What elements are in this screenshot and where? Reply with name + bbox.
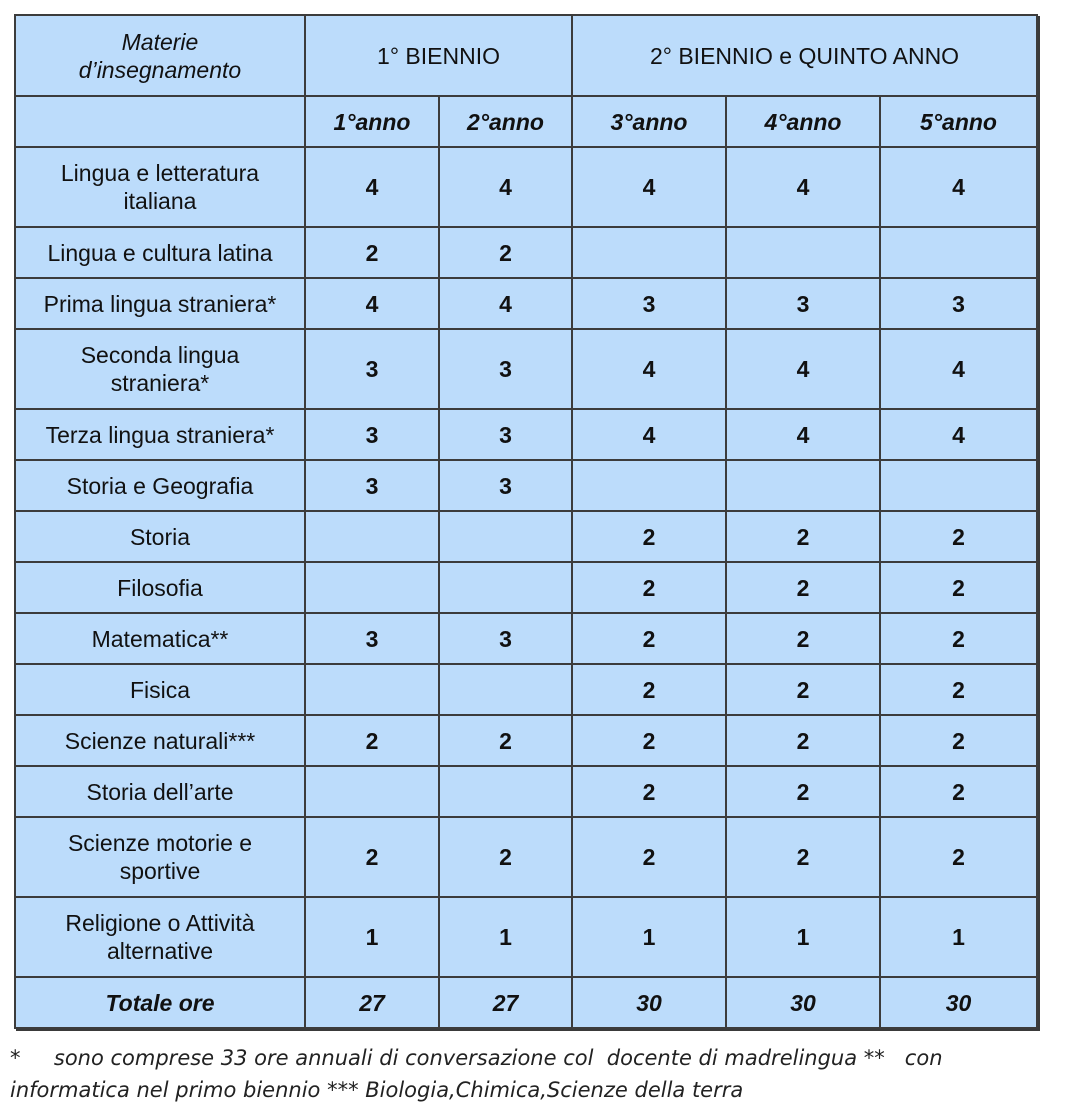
hours-cell-year-2: 4	[439, 278, 572, 329]
hours-cell-year-1: 4	[305, 147, 439, 227]
hours-cell-year-2: 2	[439, 817, 572, 897]
hours-cell-year-3	[572, 227, 726, 278]
subject-name-line: Prima lingua straniera*	[43, 290, 277, 317]
footnote-line-2: informatica nel primo biennio *** Biologia,Chimica,Scienze della terra	[10, 1078, 744, 1102]
table-row	[15, 329, 1037, 409]
subject-name-line: Storia	[129, 523, 191, 550]
hours-cell-year-4: 2	[726, 766, 880, 817]
hours-cell-year-4: 2	[726, 511, 880, 562]
hours-cell-year-5: 2	[880, 664, 1037, 715]
subject-name-line: Religione o Attività	[65, 910, 255, 936]
subject-name-line: italiana	[123, 188, 197, 214]
subject-name-line: Storia e Geografia	[66, 472, 254, 499]
hours-cell-year-3	[572, 460, 726, 511]
total-hours-year-1: 27	[305, 977, 439, 1028]
subject-name-line: sportive	[119, 858, 201, 884]
hours-cell-year-5	[880, 460, 1037, 511]
subject-name-line: Fisica	[129, 676, 191, 703]
table-row	[15, 227, 1037, 278]
table-row	[15, 460, 1037, 511]
subject-name-line: Scienze naturali***	[64, 727, 256, 754]
table-row	[15, 664, 1037, 715]
header-row-years	[15, 96, 1037, 147]
subject-cell	[15, 897, 305, 977]
hours-cell-year-3: 2	[572, 562, 726, 613]
hours-cell-year-4: 4	[726, 147, 880, 227]
hours-cell-year-1: 3	[305, 460, 439, 511]
header-year-2: 2°anno	[439, 96, 572, 147]
hours-cell-year-5: 3	[880, 278, 1037, 329]
footnote	[10, 1042, 1070, 1106]
subject-cell	[15, 562, 305, 613]
total-label: Totale ore	[15, 977, 305, 1028]
hours-cell-year-2: 3	[439, 329, 572, 409]
hours-cell-year-4	[726, 460, 880, 511]
header-subject-cell	[15, 15, 305, 96]
table-row	[15, 409, 1037, 460]
total-row	[15, 977, 1037, 1028]
subject-cell	[15, 147, 305, 227]
subject-cell	[15, 511, 305, 562]
hours-cell-year-2: 3	[439, 409, 572, 460]
header-empty-cell	[15, 96, 305, 147]
curriculum-table	[14, 14, 1038, 1029]
hours-cell-year-1: 2	[305, 715, 439, 766]
header-row-groups	[15, 15, 1037, 96]
hours-cell-year-3: 2	[572, 715, 726, 766]
hours-cell-year-5: 2	[880, 715, 1037, 766]
table-row	[15, 766, 1037, 817]
hours-cell-year-2	[439, 664, 572, 715]
hours-cell-year-2: 1	[439, 897, 572, 977]
hours-cell-year-3: 1	[572, 897, 726, 977]
hours-cell-year-3: 4	[572, 329, 726, 409]
subject-cell	[15, 766, 305, 817]
hours-cell-year-3: 2	[572, 613, 726, 664]
table-row	[15, 897, 1037, 977]
subject-cell	[15, 613, 305, 664]
hours-cell-year-5: 2	[880, 766, 1037, 817]
table-row	[15, 147, 1037, 227]
hours-cell-year-2: 3	[439, 613, 572, 664]
subject-name-line: Lingua e cultura latina	[47, 239, 273, 266]
subject-name-line: Scienze motorie e	[67, 830, 253, 856]
hours-cell-year-1: 3	[305, 409, 439, 460]
hours-cell-year-2: 2	[439, 227, 572, 278]
hours-cell-year-3: 2	[572, 817, 726, 897]
hours-cell-year-2: 4	[439, 147, 572, 227]
hours-cell-year-5: 2	[880, 817, 1037, 897]
hours-cell-year-5: 2	[880, 511, 1037, 562]
hours-cell-year-4: 2	[726, 562, 880, 613]
table-row	[15, 278, 1037, 329]
hours-cell-year-4: 3	[726, 278, 880, 329]
header-year-5: 5°anno	[880, 96, 1037, 147]
hours-cell-year-2: 3	[439, 460, 572, 511]
table-row	[15, 511, 1037, 562]
header-subject-line1: Materie	[121, 28, 199, 55]
hours-cell-year-5: 4	[880, 147, 1037, 227]
hours-cell-year-1	[305, 562, 439, 613]
hours-cell-year-3: 2	[572, 766, 726, 817]
hours-cell-year-5: 2	[880, 613, 1037, 664]
header-year-1: 1°anno	[305, 96, 439, 147]
hours-cell-year-1: 2	[305, 817, 439, 897]
hours-cell-year-2	[439, 511, 572, 562]
total-hours-year-3: 30	[572, 977, 726, 1028]
hours-cell-year-3: 4	[572, 409, 726, 460]
subject-name-line: alternative	[106, 938, 214, 964]
header-year-4: 4°anno	[726, 96, 880, 147]
hours-cell-year-3: 2	[572, 511, 726, 562]
hours-cell-year-5: 4	[880, 409, 1037, 460]
subject-name-line: Matematica**	[91, 625, 229, 652]
hours-cell-year-2	[439, 766, 572, 817]
subject-name-line: Terza lingua straniera*	[45, 421, 275, 448]
table-row	[15, 817, 1037, 897]
curriculum-table-container	[14, 14, 1036, 1029]
hours-cell-year-4: 1	[726, 897, 880, 977]
hours-cell-year-5	[880, 227, 1037, 278]
table-row	[15, 613, 1037, 664]
hours-cell-year-4	[726, 227, 880, 278]
hours-cell-year-5: 2	[880, 562, 1037, 613]
hours-cell-year-5: 1	[880, 897, 1037, 977]
header-subject-line2: d’insegnamento	[78, 56, 242, 83]
subject-cell	[15, 227, 305, 278]
hours-cell-year-5: 4	[880, 329, 1037, 409]
subject-cell	[15, 460, 305, 511]
hours-cell-year-4: 4	[726, 409, 880, 460]
hours-cell-year-4: 4	[726, 329, 880, 409]
hours-cell-year-1: 3	[305, 613, 439, 664]
hours-cell-year-4: 2	[726, 613, 880, 664]
subject-cell	[15, 278, 305, 329]
total-hours-year-4: 30	[726, 977, 880, 1028]
subject-cell	[15, 817, 305, 897]
hours-cell-year-2: 2	[439, 715, 572, 766]
hours-cell-year-1: 3	[305, 329, 439, 409]
subject-name-line: Filosofia	[117, 574, 203, 601]
subject-cell	[15, 664, 305, 715]
hours-cell-year-1	[305, 664, 439, 715]
hours-cell-year-1: 4	[305, 278, 439, 329]
subject-cell	[15, 715, 305, 766]
hours-cell-year-1: 2	[305, 227, 439, 278]
hours-cell-year-1	[305, 766, 439, 817]
subject-cell	[15, 329, 305, 409]
hours-cell-year-1: 1	[305, 897, 439, 977]
hours-cell-year-3: 3	[572, 278, 726, 329]
total-hours-year-5: 30	[880, 977, 1037, 1028]
hours-cell-year-2	[439, 562, 572, 613]
subject-cell	[15, 409, 305, 460]
hours-cell-year-4: 2	[726, 715, 880, 766]
table-row	[15, 715, 1037, 766]
subject-name-line: Storia dell’arte	[86, 778, 234, 805]
hours-cell-year-3: 2	[572, 664, 726, 715]
header-group-second-biennio: 2° BIENNIO e QUINTO ANNO	[572, 15, 1037, 96]
header-year-3: 3°anno	[572, 96, 726, 147]
hours-cell-year-3: 4	[572, 147, 726, 227]
total-hours-year-2: 27	[439, 977, 572, 1028]
subject-name-line: straniera*	[110, 370, 210, 396]
header-group-first-biennio: 1° BIENNIO	[305, 15, 572, 96]
footnote-line-1: * sono comprese 33 ore annuali di conversazione col docente di madrelingua ** con	[10, 1046, 943, 1070]
hours-cell-year-1	[305, 511, 439, 562]
table-row	[15, 562, 1037, 613]
hours-cell-year-4: 2	[726, 817, 880, 897]
subject-name-line: Seconda lingua	[80, 342, 240, 368]
hours-cell-year-4: 2	[726, 664, 880, 715]
subject-name-line: Lingua e letteratura	[60, 160, 260, 186]
